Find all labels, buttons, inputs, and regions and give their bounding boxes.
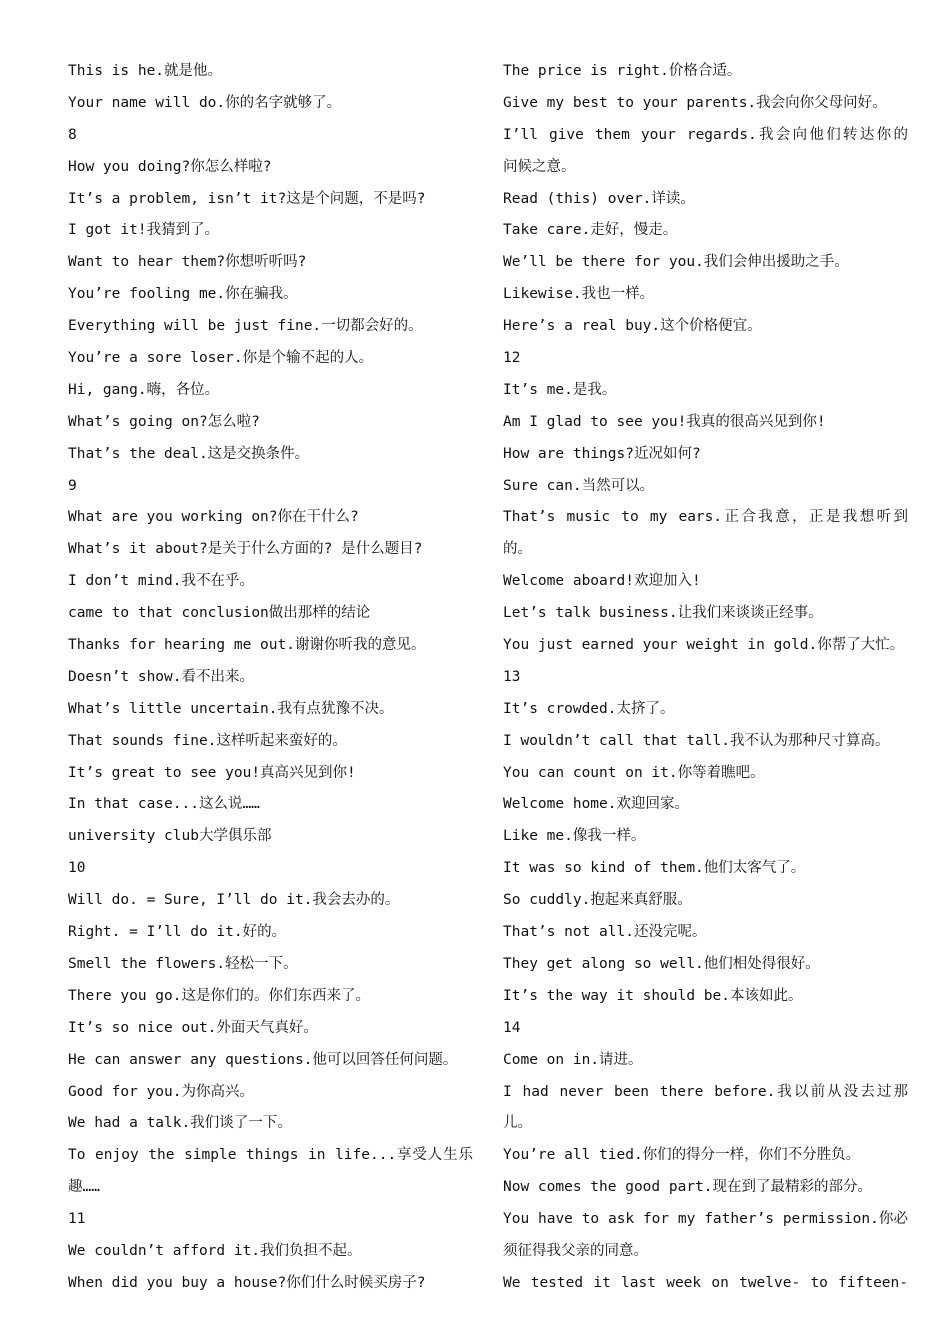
- right-phrase-line: It’s the way it should be.本该如此。: [503, 987, 803, 1004]
- left-phrase-line: This is he.就是他。: [68, 63, 223, 79]
- left-phrase-line: university club大学俱乐部: [68, 828, 272, 845]
- right-phrase-line: You can count on it.你等着瞧吧。: [503, 764, 765, 781]
- right-phrase-line: Read (this) over.详读。: [503, 190, 695, 207]
- right-phrase-line: Sure can.当然可以。: [503, 477, 655, 494]
- left-phrase-line: Right. = I’ll do it.好的。: [68, 924, 287, 941]
- right-phrase-line: I’ll give them your regards.我会向他们转达你的: [503, 126, 908, 143]
- left-phrase-line: What’s going on?怎么啦?: [68, 413, 260, 430]
- section-number: 10: [68, 860, 86, 877]
- right-phrase-line: Welcome home.欢迎回家。: [503, 796, 689, 813]
- left-phrase-line: I don’t mind.我不在乎。: [68, 573, 254, 590]
- right-phrase-line: Take care.走好，慢走。: [503, 222, 678, 239]
- left-phrase-line: In that case...这么说……: [68, 796, 260, 813]
- left-phrase-line: Everything will be just fine.一切都会好的。: [68, 318, 423, 335]
- right-phrase-line: The price is right.价格合适。: [503, 63, 742, 79]
- right-phrase-line: You’re all tied.你们的得分一样，你们不分胜负。: [503, 1147, 861, 1164]
- left-phrase-line: He can answer any questions.他可以回答任何问题。: [68, 1051, 458, 1068]
- left-phrase-line: Good for you.为你高兴。: [68, 1083, 254, 1100]
- right-phrase-line: Welcome aboard!欢迎加入!: [503, 573, 701, 590]
- right-column: [503, 56, 908, 1300]
- right-phrase-line: That’s not all.还没完呢。: [503, 924, 707, 941]
- right-phrase-line: I wouldn’t call that tall.我不认为那种尺寸算高。: [503, 732, 890, 749]
- right-phrase-line: 须征得我父亲的同意。: [503, 1242, 648, 1259]
- right-phrase-line: How are things?近况如何?: [503, 445, 701, 462]
- section-number: 14: [503, 1019, 521, 1036]
- left-phrase-line: When did you buy a house?你们什么时候买房子?: [68, 1274, 426, 1291]
- right-phrase-line: We tested it last week on twelve- to fifteen-: [503, 1274, 908, 1291]
- left-phrase-line: came to that conclusion做出那样的结论: [68, 605, 371, 622]
- left-phrase-line: You’re a sore loser.你是个输不起的人。: [68, 350, 374, 367]
- section-number: 13: [503, 668, 521, 685]
- right-phrase-line: So cuddly.抱起来真舒服。: [503, 892, 692, 909]
- right-phrase-line: You have to ask for my father’s permission.你必: [503, 1211, 908, 1228]
- left-phrase-line: We had a talk.我们谈了一下。: [68, 1115, 292, 1132]
- left-phrase-line: That sounds fine.这样听起来蛮好的。: [68, 732, 347, 749]
- right-phrase-line: Now comes the good part.现在到了最精彩的部分。: [503, 1179, 873, 1196]
- section-number: 8: [68, 126, 77, 143]
- left-phrase-line: 趣……: [68, 1179, 100, 1196]
- right-phrase-line: 问候之意。: [503, 158, 576, 175]
- right-phrase-line: Here’s a real buy.这个价格便宜。: [503, 318, 762, 335]
- left-phrase-line: There you go.这是你们的。你们东西来了。: [68, 987, 370, 1004]
- left-phrase-line: Will do. = Sure, I’ll do it.我会去办的。: [68, 892, 400, 909]
- right-phrase-line: Am I glad to see you!我真的很高兴见到你!: [503, 413, 826, 430]
- left-phrase-line: It’s great to see you!真高兴见到你!: [68, 764, 356, 781]
- left-phrase-line: Thanks for hearing me out.谢谢你听我的意见。: [68, 637, 426, 654]
- right-phrase-line: It’s crowded.太挤了。: [503, 700, 675, 717]
- right-phrase-line: 儿。: [503, 1115, 532, 1132]
- left-phrase-line: We couldn’t afford it.我们负担不起。: [68, 1242, 362, 1259]
- right-phrase-line: Like me.像我一样。: [503, 828, 646, 845]
- right-phrase-line: They get along so well.他们相处得很好。: [503, 955, 820, 972]
- left-phrase-line: Hi, gang.嗨，各位。: [68, 381, 220, 398]
- right-phrase-line: You just earned your weight in gold.你帮了大忙。: [503, 637, 905, 654]
- right-phrase-line: I had never been there before.我以前从没去过那: [503, 1083, 908, 1100]
- right-phrase-line: Likewise.我也一样。: [503, 286, 655, 303]
- left-phrase-line: Want to hear them?你想听听吗?: [68, 254, 307, 271]
- left-phrase-line: Doesn’t show.看不出来。: [68, 668, 254, 685]
- right-phrase-line: Give my best to your parents.我会向你父母问好。: [503, 94, 887, 111]
- right-phrase-line: 的。: [503, 541, 532, 558]
- left-phrase-line: That’s the deal.这是交换条件。: [68, 445, 310, 462]
- left-phrase-line: To enjoy the simple things in life...享受人生乐: [68, 1147, 473, 1164]
- right-phrase-line: That’s music to my ears.正合我意，正是我想听到: [503, 509, 908, 526]
- left-phrase-line: You’re fooling me.你在骗我。: [68, 286, 298, 303]
- right-phrase-line: Come on in.请进。: [503, 1051, 643, 1068]
- left-phrase-line: It’s so nice out.外面天气真好。: [68, 1019, 318, 1036]
- left-phrase-line: What’s little uncertain.我有点犹豫不决。: [68, 700, 394, 717]
- left-phrase-line: I got it!我猜到了。: [68, 222, 220, 239]
- right-phrase-line: We’ll be there for you.我们会伸出援助之手。: [503, 254, 849, 271]
- right-phrase-line: It’s me.是我。: [503, 381, 617, 398]
- section-number: 11: [68, 1211, 86, 1228]
- section-number: 9: [68, 477, 77, 494]
- left-phrase-line: Your name will do.你的名字就够了。: [68, 94, 342, 111]
- section-number: 12: [503, 350, 521, 367]
- left-phrase-line: It’s a problem, isn’t it?这是个问题，不是吗?: [68, 190, 426, 207]
- right-phrase-line: Let’s talk business.让我们来谈谈正经事。: [503, 605, 823, 622]
- left-phrase-line: How you doing?你怎么样啦?: [68, 158, 272, 175]
- left-phrase-line: What’s it about?是关于什么方面的? 是什么题目?: [68, 541, 423, 558]
- left-column: [68, 56, 473, 1300]
- left-phrase-line: Smell the flowers.轻松一下。: [68, 955, 298, 972]
- left-phrase-line: What are you working on?你在干什么?: [68, 509, 359, 526]
- right-phrase-line: It was so kind of them.他们太客气了。: [503, 860, 806, 877]
